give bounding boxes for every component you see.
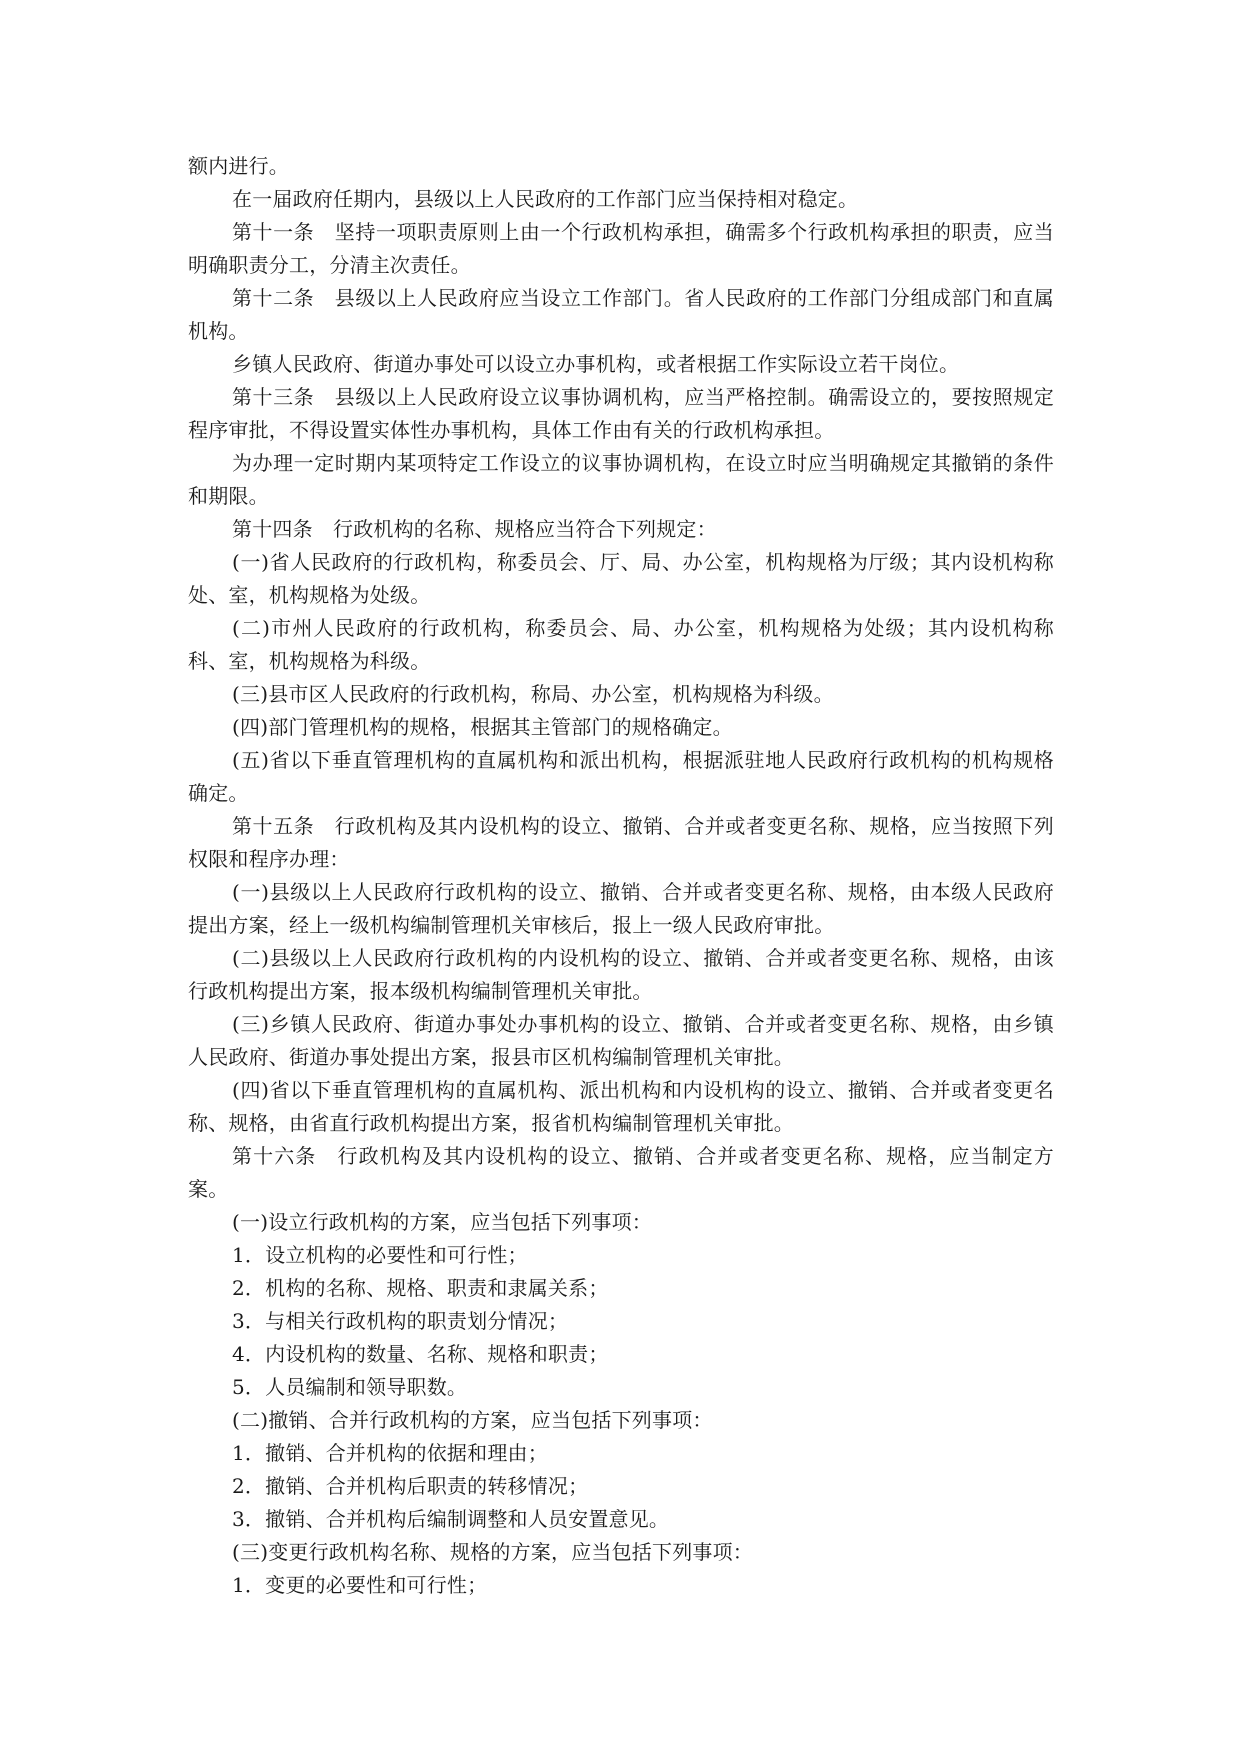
clause-paragraph: (二)市州人民政府的行政机构，称委员会、局、办公室，机构规格为处级；其内设机构称科、室，机构规格为科级。 [188,616,1054,673]
list-item: 3．与相关行政机构的职责划分情况； [232,1309,569,1333]
paragraph: 在一届政府任期内，县级以上人民政府的工作部门应当保持相对稳定。 [232,187,859,211]
clause-paragraph: (一)县级以上人民政府行政机构的设立、撤销、合并或者变更名称、规格，由本级人民政府提出方案，经上一级机构编制管理机关审核后，报上一级人民政府审批。 [188,880,1054,937]
paragraph: 乡镇人民政府、街道办事处可以设立办事机构，或者根据工作实际设立若干岗位。 [232,352,960,376]
list-item: 1．变更的必要性和可行性； [232,1573,488,1597]
article-paragraph: 第十三条 县级以上人民政府设立议事协调机构，应当严格控制。确需设立的，要按照规定程序审批，不得设置实体性办事机构，具体工作由有关的行政机构承担。 [188,385,1054,442]
clause-paragraph: (三)乡镇人民政府、街道办事处办事机构的设立、撤销、合并或者变更名称、规格，由乡镇人民政府、街道办事处提出方案，报县市区机构编制管理机关审批。 [188,1012,1054,1069]
clause-paragraph: (三)县市区人民政府的行政机构，称局、办公室，机构规格为科级。 [232,682,834,706]
list-item: 4．内设机构的数量、名称、规格和职责； [232,1342,609,1366]
clause-paragraph: (一)设立行政机构的方案，应当包括下列事项： [232,1210,653,1234]
article-paragraph: 第十二条 县级以上人民政府应当设立工作部门。省人民政府的工作部门分组成部门和直属机构。 [188,286,1054,343]
list-item: 3．撤销、合并机构后编制调整和人员安置意见。 [232,1507,670,1531]
article-paragraph: 第十四条 行政机构的名称、规格应当符合下列规定： [232,517,717,541]
clause-paragraph: (三)变更行政机构名称、规格的方案，应当包括下列事项： [232,1540,754,1564]
paragraph: 额内进行。 [188,154,289,178]
list-item: 2．机构的名称、规格、职责和隶属关系； [232,1276,609,1300]
list-item: 2．撤销、合并机构后职责的转移情况； [232,1474,589,1498]
article-paragraph: 第十六条 行政机构及其内设机构的设立、撤销、合并或者变更名称、规格，应当制定方案。 [188,1144,1054,1201]
clause-paragraph: (二)撤销、合并行政机构的方案，应当包括下列事项： [232,1408,713,1432]
article-paragraph: 第十一条 坚持一项职责原则上由一个行政机构承担，确需多个行政机构承担的职责，应当明确职责分工，分清主次责任。 [188,220,1054,277]
clause-paragraph: (一)省人民政府的行政机构，称委员会、厅、局、办公室，机构规格为厅级；其内设机构称处、室，机构规格为处级。 [188,550,1054,607]
clause-paragraph: (五)省以下垂直管理机构的直属机构和派出机构，根据派驻地人民政府行政机构的机构规格确定。 [188,748,1054,805]
document-body [188,150,1054,1602]
clause-paragraph: (二)县级以上人民政府行政机构的内设机构的设立、撤销、合并或者变更名称、规格，由该行政机构提出方案，报本级机构编制管理机关审批。 [188,946,1054,1003]
article-paragraph: 第十五条 行政机构及其内设机构的设立、撤销、合并或者变更名称、规格，应当按照下列权限和程序办理： [188,814,1054,871]
list-item: 1．设立机构的必要性和可行性； [232,1243,528,1267]
paragraph: 为办理一定时期内某项特定工作设立的议事协调机构，在设立时应当明确规定其撤销的条件和期限。 [188,451,1054,508]
list-item: 1．撤销、合并机构的依据和理由； [232,1441,548,1465]
list-item: 5．人员编制和领导职数。 [232,1375,468,1399]
clause-paragraph: (四)省以下垂直管理机构的直属机构、派出机构和内设机构的设立、撤销、合并或者变更名称、规格，由省直行政机构提出方案，报省机构编制管理机关审批。 [188,1078,1054,1135]
clause-paragraph: (四)部门管理机构的规格，根据其主管部门的规格确定。 [232,715,733,739]
